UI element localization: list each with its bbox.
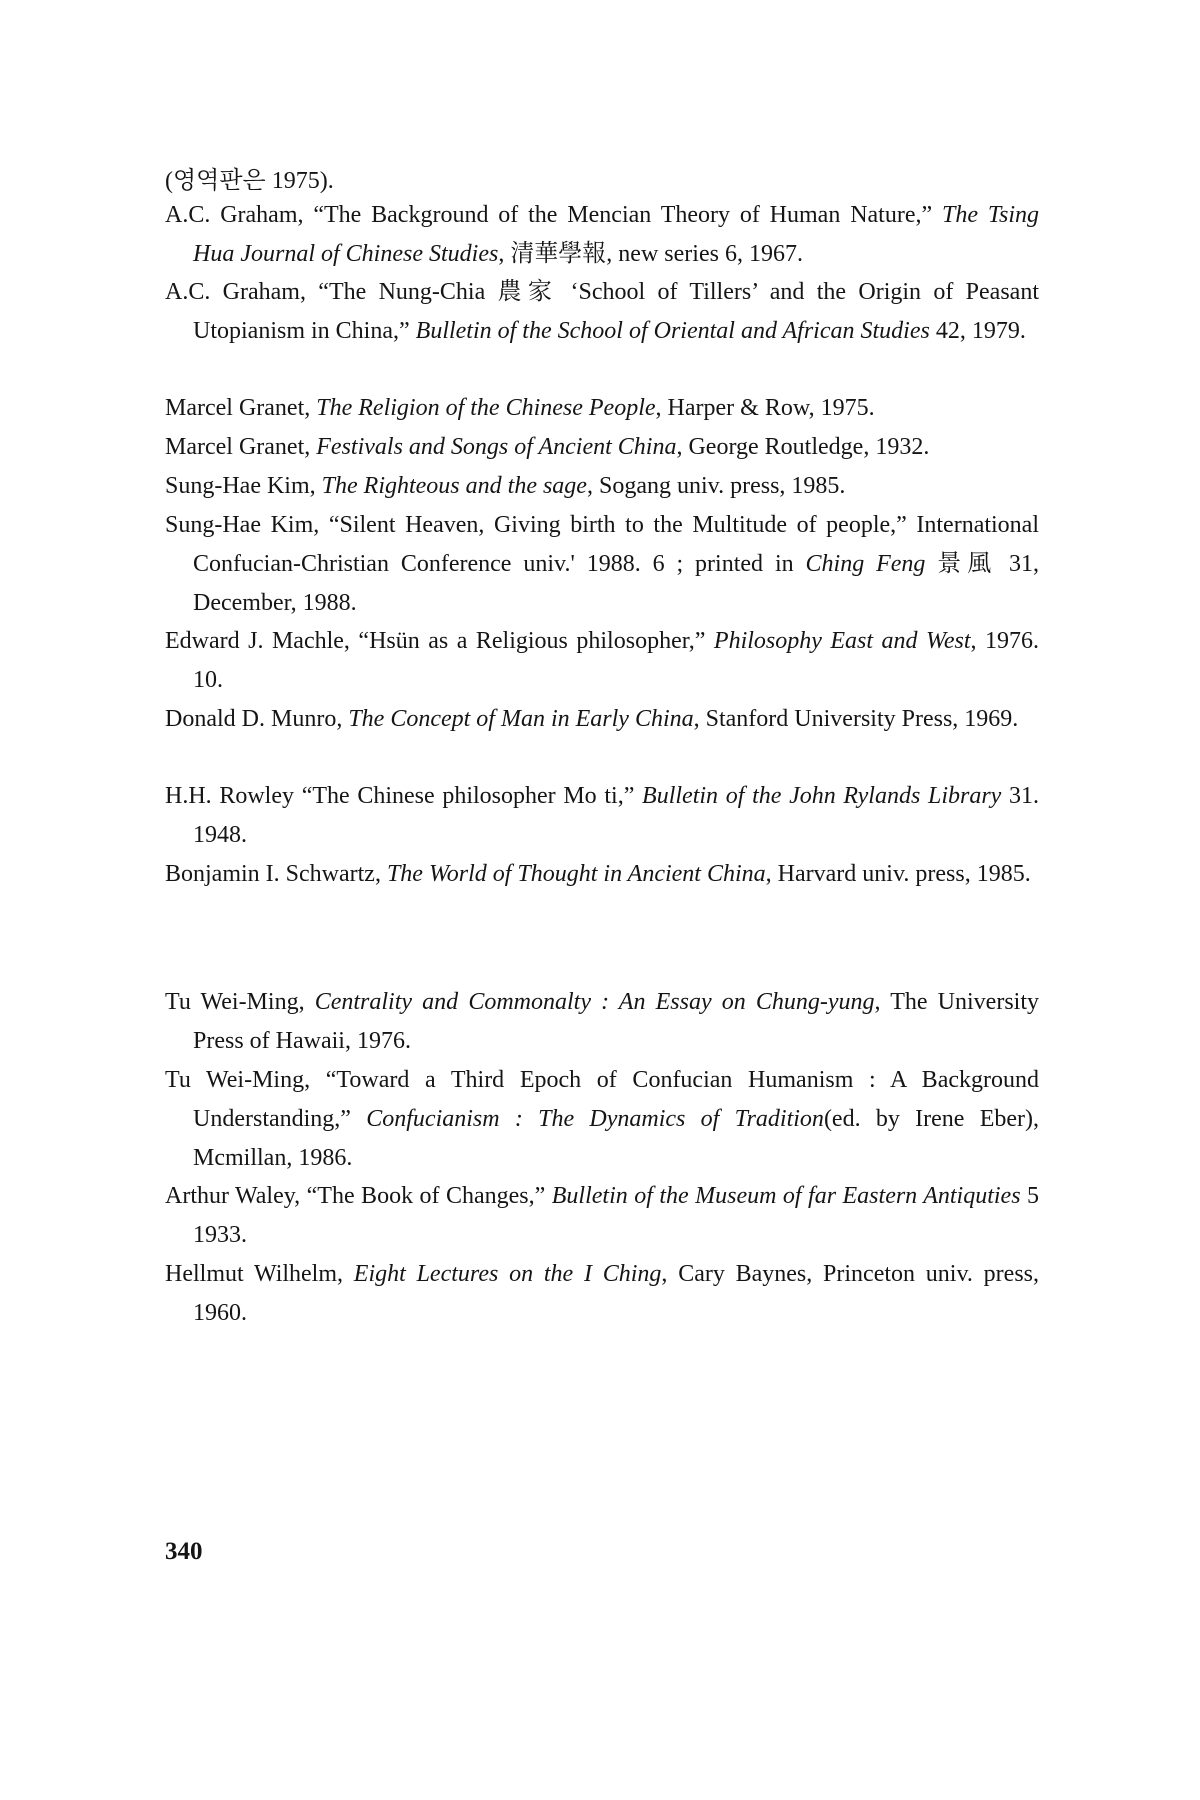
bibliography-entry [165, 855, 1039, 894]
entry-text: Tu Wei-Ming, “Toward a Third Epoch of Confucian Humanism : A Background Understanding,” [165, 1067, 1039, 1132]
entry-text: (ed. by Irene Eber), Mcmillan, 1986. [193, 1106, 1039, 1171]
bibliography-entry [165, 273, 1039, 351]
entry-text: Sung-Hae Kim, [165, 473, 322, 499]
entry-text: 5 1933. [193, 1183, 1040, 1248]
entry-title-italic: The World of Thought in Ancient China [386, 861, 766, 887]
entry-title-italic: The Religion of the Chinese People [316, 395, 656, 421]
entry-text: , Harper & Row, 1975. [655, 395, 875, 421]
entry-text: , Cary Baynes, Princeton univ. press, 1960. [193, 1261, 1040, 1326]
entry-text: Marcel Granet, [165, 395, 317, 421]
bibliography-entry [165, 1177, 1039, 1255]
entry-title-italic: Bulletin of the John Rylands Library [642, 783, 1002, 809]
entry-title-italic: Eight Lectures on the I Ching [353, 1261, 662, 1287]
entry-text: , The University Press of Hawaii, 1976. [193, 989, 1040, 1054]
bibliography-entry [165, 428, 1039, 467]
entry-text: Marcel Granet, [165, 434, 317, 460]
entry-text: Sung-Hae Kim, “Silent Heaven, Giving birth to the Multitude of people,” International Confucian-Christian Conference univ.' 1988. 6 ; printed in [165, 512, 1039, 577]
entry-text: , George Routledge, 1932. [676, 434, 930, 460]
entry-text: Edward J. Machle, “Hsün as a Religious philosopher,” [165, 628, 714, 654]
entry-title-italic: The Tsing Hua Journal of Chinese Studies [193, 202, 1040, 267]
entry-text: H.H. Rowley “The Chinese philosopher Mo ti,” [165, 783, 643, 809]
entry-text: Donald D. Munro, [165, 706, 349, 732]
bibliography-entry [165, 700, 1039, 739]
entry-text: 31. 1948. [193, 783, 1040, 848]
entry-title-italic: The Righteous and the sage [321, 473, 587, 499]
bibliography-entry [165, 196, 1039, 274]
entry-title-italic: The Concept of Man in Early China [348, 706, 694, 732]
entry-text: Tu Wei-Ming, [165, 989, 315, 1015]
bibliography-entry [165, 389, 1039, 428]
page-number: 340 [165, 1538, 203, 1565]
entry-title-italic: Centrality and Commonalty : An Essay on Chung-yung [314, 989, 875, 1015]
bibliography-entry [165, 622, 1039, 700]
entry-text: Bonjamin I. Schwartz, [165, 861, 387, 887]
bibliography-entry [165, 1061, 1039, 1178]
entry-title-italic: Bulletin of the Museum of far Eastern Antiquties [551, 1183, 1021, 1209]
entry-text: (영역판은 1975). [165, 168, 334, 194]
entry-title-italic: Ching Feng [805, 551, 926, 577]
bibliography-entry [165, 467, 1039, 506]
entry-text: Hellmut Wilhelm, [165, 1261, 354, 1287]
entry-text: Arthur Waley, “The Book of Changes,” [165, 1183, 552, 1209]
entry-text: A.C. Graham, “The Background of the Mencian Theory of Human Nature,” [165, 202, 942, 228]
entry-text: 景風 31, December, 1988. [193, 551, 1040, 616]
entry-title-italic: Confucianism : The Dynamics of Tradition [366, 1106, 824, 1132]
entry-title-italic: Bulletin of the School of Oriental and African Studies [415, 318, 930, 344]
entry-title-italic: Philosophy East and West [713, 628, 971, 654]
entry-text: , 1976. 10. [193, 628, 1039, 693]
bibliography-entry [165, 777, 1039, 855]
entry-text: 42, 1979. [929, 318, 1026, 344]
entry-text: A.C. Graham, “The Nung-Chia 農家 ‘School of Tillers’ and the Origin of Peasant Utopianism in China,” [165, 279, 1039, 344]
entry-text: , 清華學報, new series 6, 1967. [498, 241, 803, 267]
bibliography-entry [165, 1255, 1039, 1333]
entry-text: , Sogang univ. press, 1985. [586, 473, 846, 499]
entry-text: , Harvard univ. press, 1985. [765, 861, 1031, 887]
entry-text: , Stanford University Press, 1969. [693, 706, 1019, 732]
bibliography-entry [165, 983, 1039, 1061]
entry-title-italic: Festivals and Songs of Ancient China [316, 434, 677, 460]
bibliography-entry [165, 506, 1039, 623]
